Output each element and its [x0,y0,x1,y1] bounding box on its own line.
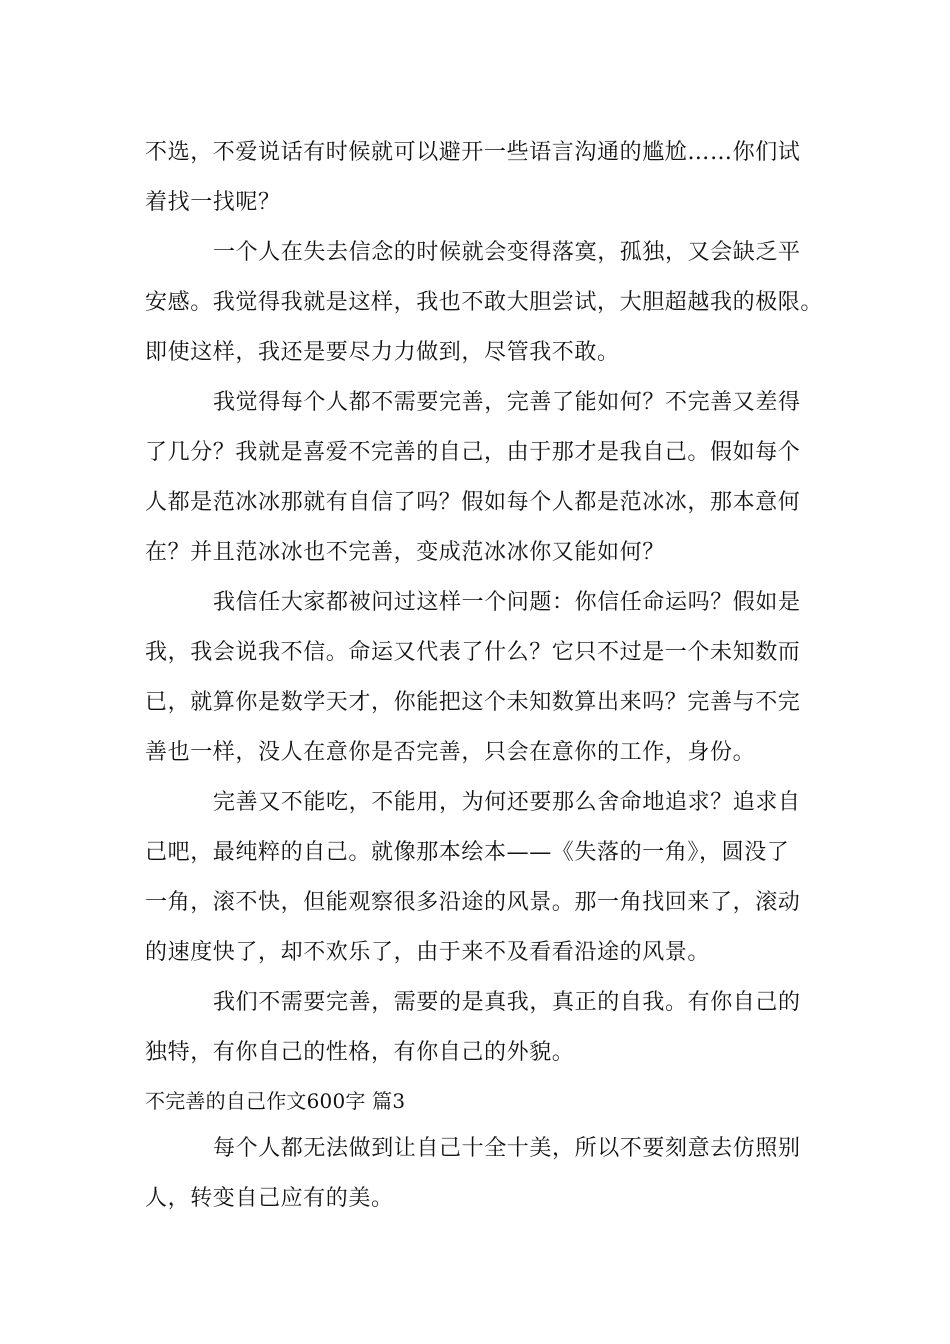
section-heading: 不完善的自己作文600字 篇3 [145,1089,406,1113]
paragraph-start-line: 我信任大家都被问过这样一个问题：你信任命运吗？假如是 [213,590,801,615]
text-line: 善也一样，没人在意你是否完善，只会在意你的工作，身份。 [145,740,756,765]
text-line: 即使这样，我还是要尽力力做到，尽管我不敢。 [145,340,620,365]
paragraph-start-line: 我觉得每个人都不需要完善，完善了能如何？不完善又差得 [213,390,801,415]
text-line: 独特，有你自己的性格，有你自己的外貌。 [145,1040,575,1065]
text-line: 不选，不爱说话有时候就可以避开一些语言沟通的尴尬……你们试 [145,140,801,165]
text-line: 我，我会说我不信。命运又代表了什么？它只不过是一个未知数而 [145,640,801,665]
text-line: 的速度快了，却不欢乐了，由于来不及看看沿途的风景。 [145,940,711,965]
text-line: 己吧，最纯粹的自己。就像那本绘本——《失落的一角》，圆没了 [145,840,790,865]
paragraph-start-line: 每个人都无法做到让自己十全十美，所以不要刻意去仿照别 [213,1136,801,1161]
paragraph-start-line: 完善又不能吃，不能用，为何还要那么舍命地追求？追求自 [213,790,801,815]
text-line: 着找一找呢？ [145,190,281,215]
document-body [145,128,825,1224]
paragraph-start-line: 一个人在失去信念的时候就会变得落寞，孤独，又会缺乏平 [213,240,801,265]
text-line: 安感。我觉得我就是这样，我也不敢大胆尝试，大胆超越我的极限。 [145,290,824,315]
text-line: 在？并且范冰冰也不完善，变成范冰冰你又能如何？ [145,540,665,565]
text-line: 人都是范冰冰那就有自信了吗？假如每个人都是范冰冰，那本意何 [145,490,801,515]
paragraph-start-line: 我们不需要完善，需要的是真我，真正的自我。有你自己的 [213,990,801,1015]
text-line: 了几分？我就是喜爱不完善的自己，由于那才是我自己。假如每个 [145,440,801,465]
text-line: 已，就算你是数学天才，你能把这个未知数算出来吗？完善与不完 [145,690,801,715]
text-line: 一角，滚不快，但能观察很多沿途的风景。那一角找回来了，滚动 [145,890,801,915]
text-line: 人，转变自己应有的美。 [145,1186,394,1211]
